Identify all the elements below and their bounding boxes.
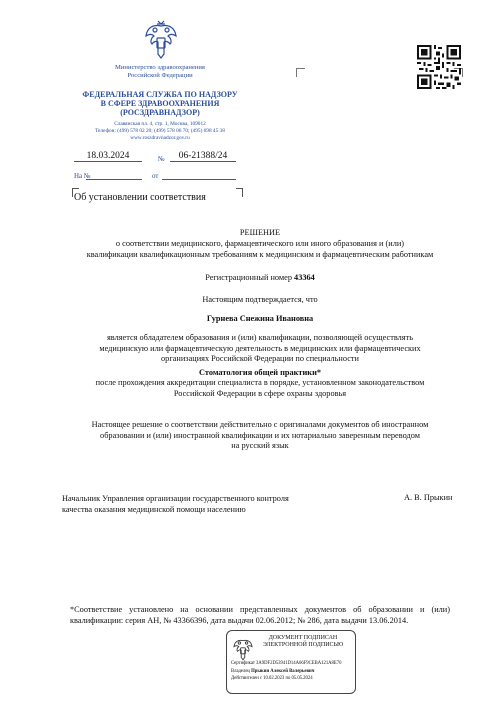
person-name: Гурнева Снежина Ивановна (206, 314, 314, 323)
reference-date-label: от (152, 172, 159, 180)
specialty-name: Стоматология общей практики* (198, 368, 321, 377)
stamp-details (231, 660, 351, 683)
accreditation-line: после прохождения аккредитации специалиста в порядке, установленном законодательством (95, 378, 425, 387)
stamp-certificate: Сертификат 3A9DF2D53941D14A66F9CEBA121A8E70 (231, 661, 342, 666)
validity-line: образовании и (или) иностранной квалификации и их нотариально заверенным переводом (100, 430, 420, 440)
reference-number-line (86, 179, 142, 180)
holder-text (40, 333, 480, 365)
stamp-owner-name: Прыкин Алексей Валерьевич (251, 668, 315, 674)
validity-line: Настоящее решение о соответствии действительно с оригиналами документов об иностранном (91, 420, 429, 429)
reference-number-label: На № (74, 172, 91, 180)
confirmation-text: Настоящим подтверждается, что (202, 295, 318, 304)
document-date: 18.03.2024 (74, 151, 142, 162)
stamp-title-line: ДОКУМЕНТ ПОДПИСАН (268, 635, 338, 641)
holder-line: является обладателем образования и (или) квалификации, позволяющей осуществлять (106, 333, 414, 342)
stamp-owner (231, 668, 351, 676)
validity-line: на русский язык (231, 441, 289, 450)
agency-line: (РОСЗДРАВНАДЗОР) (120, 108, 200, 117)
electronic-signature-stamp (226, 630, 356, 694)
stamp-title-line: ЭЛЕКТРОННОЙ ПОДПИСЬЮ (262, 642, 344, 648)
address-line: Телефон: (499) 578 02 20; (499) 578 06 70; (495) 698 45 38 (95, 128, 225, 134)
address-line: www.roszdravnadzor.gov.ru (130, 135, 190, 141)
document-subject: Об установлении соответствия (74, 192, 206, 203)
russian-coat-of-arms-icon (232, 637, 254, 661)
agency-line: В СФЕРЕ ЗДРАВООХРАНЕНИЯ (100, 99, 220, 108)
registration-value: 43364 (294, 273, 315, 282)
registration-number (40, 273, 480, 284)
signatory-name: А. В. Прыкин (404, 493, 453, 502)
agency-line: ФЕДЕРАЛЬНАЯ СЛУЖБА ПО НАДЗОРУ (82, 90, 238, 99)
position-line: Начальник Управления организации государственного контроля (62, 494, 289, 503)
ministry-name (80, 64, 240, 80)
stamp-validity: Действителен с 10.02.2023 по 05.05.2024 (231, 676, 313, 681)
qr-code-icon (417, 45, 461, 89)
ministry-line: Министерство здравоохранения (115, 64, 205, 71)
subtitle-line: квалификации квалификационным требованиям к медицинским и фармацевтическим работникам (86, 249, 434, 259)
ministry-line: Российской Федерации (127, 72, 193, 79)
reference-date-line (162, 179, 236, 180)
stamp-owner-label: Владелец (231, 668, 250, 674)
holder-line: организациях Российской Федерации по специальности (161, 354, 359, 363)
decision-title: РЕШЕНИЕ (239, 228, 281, 237)
footnote: *Соответствие установлено на основании представленных документов об образовании и (или) квалификации: серия АН, № 43366396, дата выдачи 02.06.2012; № 286, дата выдачи 13.06.2014. (70, 605, 450, 625)
validity-text (40, 420, 480, 452)
holder-line: медицинскую или фармацевтическую деятельность в медицинских или фармацевтических (99, 343, 421, 353)
agency-address (60, 121, 260, 142)
decision-subtitle (40, 239, 480, 260)
accreditation-line: Российской Федерации в сфере охраны здоровья (173, 388, 347, 398)
document-number: 06-21388/24 (170, 151, 236, 162)
accreditation-text (40, 378, 480, 399)
subtitle-line: о соответствии медицинского, фармацевтического или иного образования и (или) (115, 239, 405, 248)
agency-name (60, 90, 260, 117)
russian-coat-of-arms-icon (143, 20, 179, 60)
stamp-title (255, 635, 351, 649)
number-label: № (158, 155, 165, 163)
address-bracket-left (296, 68, 305, 77)
signatory-position (62, 493, 362, 515)
position-line: качества оказания медицинской помощи населению (62, 505, 246, 514)
registration-label: Регистрационный номер (205, 273, 292, 282)
address-line: Славянская пл. 4, стр. 1, Москва, 109012 (114, 121, 206, 127)
